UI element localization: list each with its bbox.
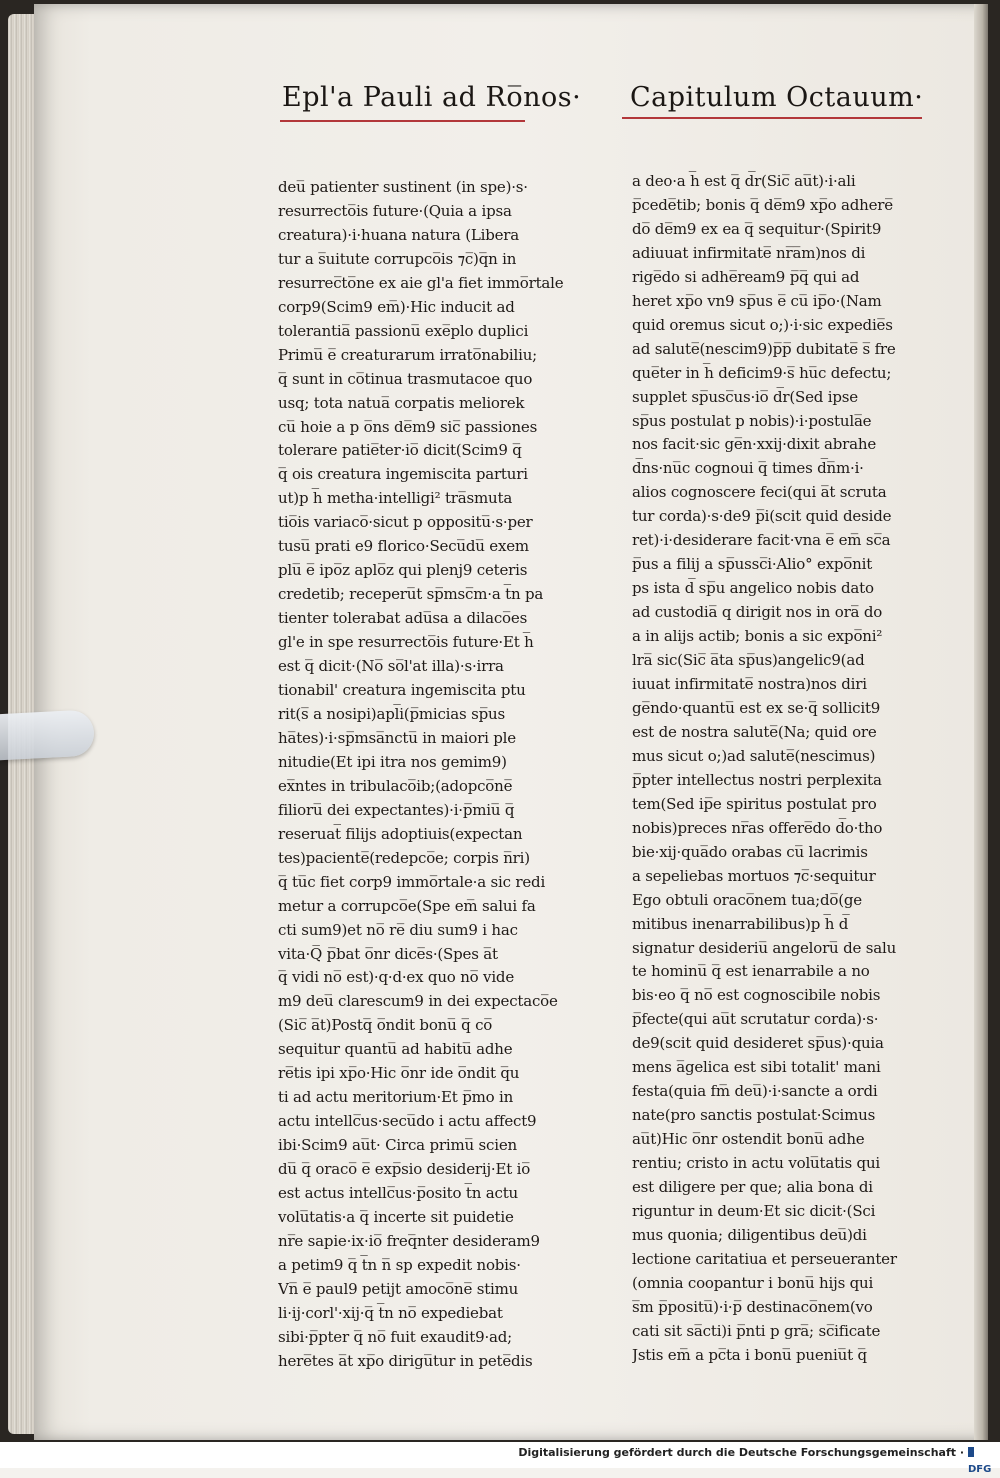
text-line: a sepeliebas mortuos ⁊c̅·sequitur bbox=[632, 866, 876, 885]
text-line: credetib; receperu̅t sp̅msc̅m·a t̅n pa bbox=[278, 585, 544, 604]
text-line: vita·Q̅ p̅bat o̅nr dice̅s·(Spes a̅t bbox=[278, 944, 498, 963]
text-line: gl'e in spe resurrecto̅is future·Et h̅ bbox=[278, 633, 534, 652]
text-line: supplet sp̅usc̅us·io̅ d̅r(Sed ipse bbox=[632, 387, 858, 406]
text-line: p̅us a filij a sp̅ussc̅i·Alio° expo̅nit bbox=[632, 555, 873, 574]
text-line: rit(s̅ a nosipi)apl̅i(p̅micias sp̅us bbox=[278, 704, 505, 723]
text-line: cti sum9)et no̅ re̅ diu sum9 i hac bbox=[278, 920, 518, 939]
text-line: tur a s̅uitute corrupco̅is ⁊c̅)q̅n in bbox=[278, 249, 517, 268]
text-line: ut)p h̅ metha·intelligi² tra̅smuta bbox=[278, 489, 513, 508]
text-line: ti ad actu meritorium·Et p̅mo in bbox=[278, 1088, 514, 1107]
text-line: nobis)preces nr̅as offere̅do d̅o·tho bbox=[632, 818, 883, 837]
text-line: sp̅us postulat p nobis)·i·postula̅e bbox=[632, 411, 872, 430]
text-line: tur corda)·s·de9 p̅i(scit quid deside bbox=[632, 507, 892, 526]
text-line: resurrecto̅is future·(Quia a ipsa bbox=[278, 201, 512, 220]
text-line: ge̅ndo·quantu̅ est ex se·q̅ sollicit9 bbox=[632, 698, 881, 717]
header-rule-right bbox=[622, 117, 922, 119]
text-line: au̅t)Hic o̅nr ostendit bonu̅ adhe bbox=[632, 1130, 865, 1149]
text-line: te hominu̅ q̅ est ienarrabile a no bbox=[632, 962, 870, 981]
text-line: m9 deu̅ clarescum9 in dei expectaco̅e bbox=[278, 992, 558, 1011]
text-line: corp9(Scim9 em̅)·Hic inducit ad bbox=[278, 297, 515, 316]
text-line: cu̅ hoie a p o̅ns de̅m9 sic̅ passiones bbox=[278, 417, 538, 436]
text-line: nos facit·sic ge̅n·xxij·dixit abrahe bbox=[632, 435, 877, 454]
text-line: do̅ de̅m9 ex ea q̅ sequitur·(Spirit9 bbox=[632, 219, 882, 238]
text-line: rentiu; cristo in actu volu̅tatis qui bbox=[632, 1154, 881, 1173]
text-line: a petim9 q̅ t̅n n̅ sp expedit nobis· bbox=[278, 1255, 521, 1274]
text-line: riguntur in deum·Et sic dicit·(Sci bbox=[632, 1201, 876, 1220]
text-line: nr̅e sapie·ix·io̅ freq̅nter desideram9 bbox=[278, 1231, 540, 1250]
text-line: tes)paciente̅(redepco̅e; corpis n̅ri) bbox=[278, 848, 530, 867]
text-line: est actus intellc̅us·p̅osito t̅n actu bbox=[278, 1184, 518, 1203]
text-line: bis·eo q̅ no̅ est cognoscibile nobis bbox=[632, 986, 881, 1005]
running-header-left: Epl'a Pauli ad Ro̅nos· bbox=[282, 82, 582, 113]
text-line: ha̅tes)·i·sp̅msa̅nctu̅ in maiori ple bbox=[278, 728, 516, 747]
text-line: ad salute̅(nescim9)p̅p̅ dubitate̅ s̅ fre bbox=[632, 339, 896, 358]
text-line: quid oremus sicut o;)·i·sic expedie̅s bbox=[632, 315, 893, 334]
text-line: volu̅tatis·a q̅ incerte sit puidetie bbox=[278, 1207, 514, 1226]
text-line: heret xp̅o vn9 sp̅us e̅ cu̅ ip̅o·(Nam bbox=[632, 291, 882, 310]
text-line: actu intellc̅us·secu̅do i actu affect9 bbox=[278, 1112, 537, 1131]
text-line: (omnia coopantur i bonu̅ hijs qui bbox=[632, 1273, 874, 1292]
text-line: usq; tota natua̅ corpatis meliorek bbox=[278, 393, 525, 412]
text-line: ret)·i·desiderare facit·vna e̅ em̅ sc̅a bbox=[632, 531, 891, 550]
text-line: d̅ns·nu̅c cognoui q̅ times d̅n̅m·i· bbox=[632, 459, 864, 478]
text-line: Vn̅ e̅ paul9 petijt amoco̅ne̅ stimu bbox=[278, 1279, 519, 1298]
text-line: ibi·Scim9 au̅t· Circa primu̅ scien bbox=[278, 1136, 517, 1155]
text-line: a in alijs actib; bonis a sic expo̅ni² bbox=[632, 627, 883, 646]
text-line: ad custodia̅ q dirigit nos in ora̅ do bbox=[632, 603, 883, 622]
text-line: que̅ter in h̅ deficim9·s̅ hu̅c defectu; bbox=[632, 363, 892, 382]
text-line: sibi·p̅pter q̅ no̅ fuit exaudit9·ad; bbox=[278, 1327, 513, 1346]
text-line: tienter tolerabat adu̅sa a dilaco̅es bbox=[278, 609, 528, 628]
text-line: tem(Sed ip̅e spiritus postulat pro bbox=[632, 794, 877, 813]
text-line: est diligere per que; alia bona di bbox=[632, 1178, 873, 1197]
text-line: li·ij·corl'·xij·q̅ t̅n no̅ expediebat bbox=[278, 1303, 503, 1322]
text-line: mus sicut o;)ad salute̅(nescimus) bbox=[632, 746, 876, 765]
text-line: iuuat infirmitate̅ nostra)nos diri bbox=[632, 675, 867, 694]
text-line: Ego obtuli oraco̅nem tua;do̅(ge bbox=[632, 890, 862, 909]
text-line: s̅m p̅positu̅)·i·p̅ destinaco̅nem(vo bbox=[632, 1297, 873, 1316]
text-line: q̅ sunt in co̅tinua trasmutacoe quo bbox=[278, 369, 533, 388]
text-line: a deo·a h̅ est q̅ d̅r(Sic̅ au̅t)·i·ali bbox=[632, 172, 856, 190]
text-line: est de nostra salute̅(Na; quid ore bbox=[632, 722, 877, 741]
text-line: mus quonia; diligentibus deu̅)di bbox=[632, 1225, 867, 1244]
text-line: alios cognoscere feci(qui a̅t scruta bbox=[632, 483, 887, 502]
text-line: (Sic̅ a̅t)Postq̅ o̅ndit bonu̅ q̅ co̅ bbox=[278, 1016, 493, 1035]
text-line: bie·xij·qua̅do orabas cu̅ lacrimis bbox=[632, 842, 868, 861]
text-line: q̅ ois creatura ingemiscita parturi bbox=[278, 465, 528, 484]
text-line: p̅fecte(qui au̅t scrutatur corda)·s· bbox=[632, 1010, 879, 1029]
text-line: creatura)·i·huana natura (Libera bbox=[278, 225, 519, 244]
text-line: filioru̅ dei expectantes)·i·p̅miu̅ q̅ bbox=[278, 800, 515, 819]
text-line: adiuuat infirmitate̅ nr̅a̅m)nos di bbox=[632, 243, 866, 262]
text-line: ex̅ntes in tribulaco̅ib;(adopco̅ne̅ bbox=[278, 776, 513, 795]
text-line: lectione caritatiua et perseueranter bbox=[632, 1249, 897, 1268]
text-line: deu̅ patienter sustinent (in spe)·s· bbox=[278, 178, 528, 196]
text-line: signatur desideriu̅ angeloru̅ de salu bbox=[632, 938, 897, 957]
text-line: Jstis em̅ a pc̅ta i bonu̅ pueniu̅t q̅ bbox=[632, 1345, 867, 1364]
text-line: tio̅is variaco̅·sicut p oppositu̅·s·per bbox=[278, 513, 533, 532]
text-column-left bbox=[278, 176, 578, 1374]
text-line: tionabil' creatura ingemiscita ptu bbox=[278, 681, 526, 700]
text-line: du̅ q̅ oraco̅ e̅ exp̅sio desiderij·Et io̅ bbox=[278, 1160, 531, 1179]
text-line: q̅ tu̅c fiet corp9 immo̅rtale·a sic redi bbox=[278, 872, 546, 891]
text-line: p̅pter intellectus nostri perplexita bbox=[632, 770, 882, 789]
footer-bar bbox=[0, 1442, 1000, 1475]
text-line: here̅tes a̅t xp̅o dirigu̅tur in pete̅dis bbox=[278, 1351, 533, 1370]
plastic-page-clip bbox=[0, 709, 95, 760]
text-line: q̅ vidi no̅ est)·q·d·ex quo no̅ vide bbox=[278, 968, 515, 987]
text-column-right bbox=[632, 170, 932, 1368]
text-line: mitibus inenarrabilibus)p h̅ d̅ bbox=[632, 914, 849, 933]
page-right-edge bbox=[974, 4, 988, 1440]
text-line: rige̅do si adhe̅ream9 p̅q̅ qui ad bbox=[632, 267, 860, 286]
text-line: resurrec̅to̅ne ex aie gl'a fiet immo̅rtale bbox=[278, 273, 564, 292]
text-line: nitudie(Et ipi itra nos gemim9) bbox=[278, 752, 507, 771]
text-line: re̅tis ipi xp̅o·Hic o̅nr ide o̅ndit q̅u bbox=[278, 1064, 520, 1083]
text-line: nate(pro sanctis postulat·Scimus bbox=[632, 1106, 876, 1125]
text-line: est q̅ dicit·(No̅ so̅l'at illa)·s·irra bbox=[278, 657, 504, 676]
text-line: tolerantia̅ passionu̅ exe̅plo duplici bbox=[278, 321, 529, 340]
text-line: cati sit sa̅cti)i p̅nti p gra̅; sc̅ificate bbox=[632, 1321, 881, 1340]
text-line: sequitur quantu̅ ad habitu̅ adhe bbox=[278, 1040, 513, 1059]
text-line: lra̅ sic(Sic̅ a̅ta sp̅us)angelic9(ad bbox=[632, 651, 865, 670]
text-line: p̅cede̅tib; bonis q̅ de̅m9 xp̅o adhere̅ bbox=[632, 195, 893, 214]
header-rule-left bbox=[280, 120, 525, 122]
text-line: de9(scit quid desideret sp̅us)·quia bbox=[632, 1034, 884, 1053]
running-header-right: Capitulum Octauum· bbox=[630, 82, 924, 113]
text-line: plu̅ e̅ ipo̅z aplo̅z qui plenj9 ceteris bbox=[278, 561, 528, 580]
dfg-logo: DFG bbox=[968, 1446, 994, 1462]
text-line: reseruat̅ filijs adoptiuis(expectan bbox=[278, 824, 523, 843]
text-line: Primu̅ e̅ creaturarum irrato̅nabiliu; bbox=[278, 345, 538, 364]
funding-credit: Digitalisierung gefördert durch die Deutsche Forschungsgemeinschaft · bbox=[518, 1446, 964, 1459]
text-line: tusu̅ prati e9 florico·Secu̅du̅ exem bbox=[278, 537, 529, 556]
text-line: metur a corrupco̅e(Spe em̅ salui fa bbox=[278, 896, 536, 915]
text-line: tolerare patie̅ter·io̅ dicit(Scim9 q̅ bbox=[278, 441, 522, 460]
text-line: mens a̅gelica est sibi totalit' mani bbox=[632, 1058, 881, 1077]
text-line: ps ista d̅ sp̅u angelico nobis dato bbox=[632, 579, 874, 598]
text-line: festa(quia fm̅ deu̅)·i·sancte a ordi bbox=[632, 1082, 878, 1101]
